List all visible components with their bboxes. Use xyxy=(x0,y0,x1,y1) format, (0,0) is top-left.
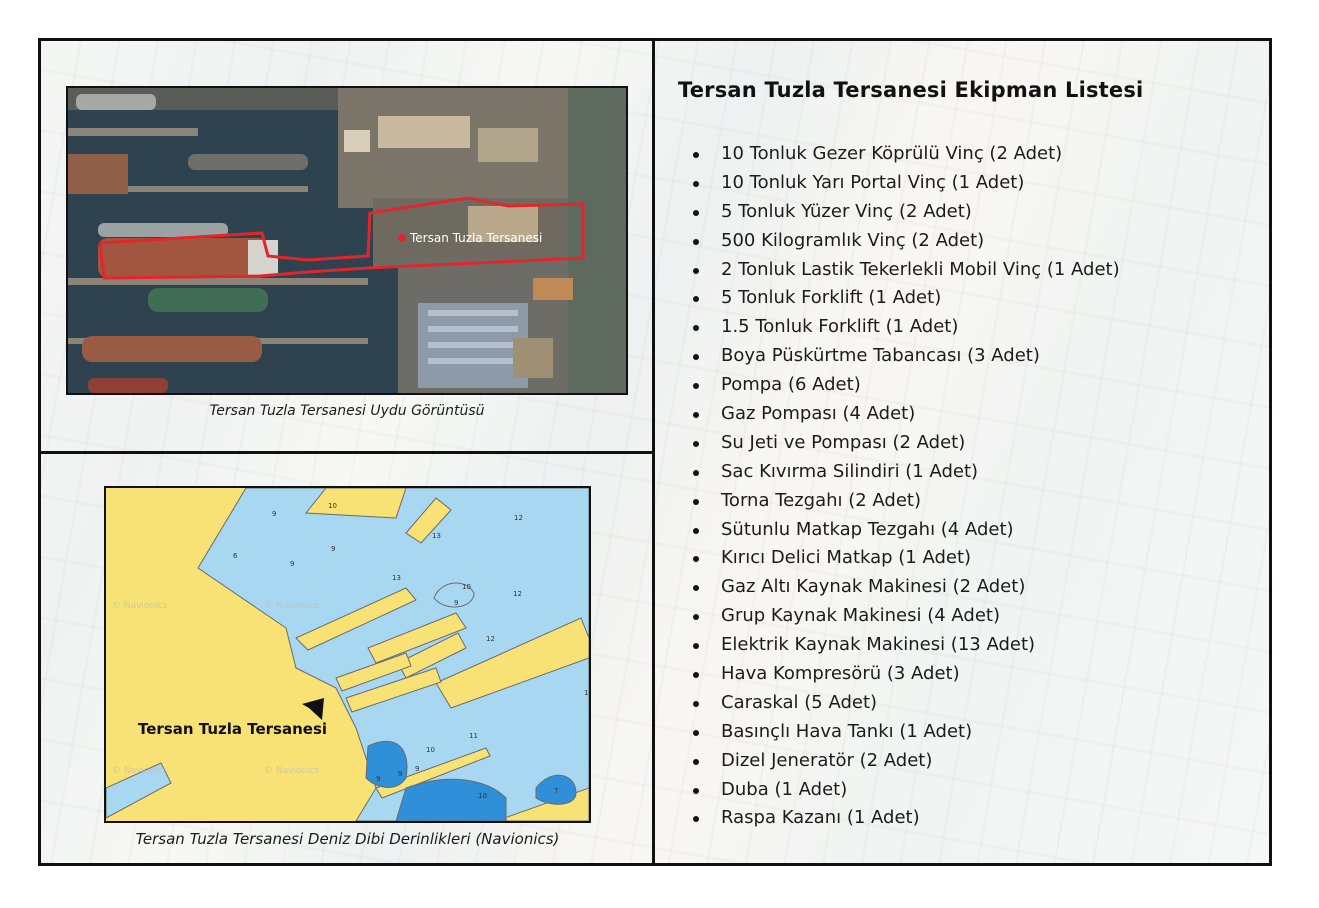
bullet-icon xyxy=(693,268,699,274)
depth-label: 9 xyxy=(454,599,459,607)
map-caption: Tersan Tuzla Tersanesi Deniz Dibi Derinlikleri (Navionics) xyxy=(135,830,560,848)
bullet-icon xyxy=(693,556,699,562)
equipment-item-label: Caraskal (5 Adet) xyxy=(721,691,878,713)
watermark: © Navionics xyxy=(112,601,168,611)
equipment-item-label: 1.5 Tonluk Forklift (1 Adet) xyxy=(721,316,959,338)
equipment-list xyxy=(693,140,1120,833)
equipment-item-label: Pompa (6 Adet) xyxy=(721,374,861,396)
bullet-icon xyxy=(693,441,699,447)
equipment-item-label: 10 Tonluk Yarı Portal Vinç (1 Adet) xyxy=(721,171,1025,193)
equipment-item xyxy=(693,256,1120,285)
equipment-item xyxy=(693,573,1120,602)
bullet-icon xyxy=(693,325,699,331)
depth-map-drawing xyxy=(106,488,589,821)
depth-label: 7 xyxy=(554,787,559,795)
equipment-item xyxy=(693,227,1120,256)
depth-label: 10 xyxy=(462,583,471,591)
equipment-item-label: 2 Tonluk Lastik Tekerlekli Mobil Vinç (1 Adet) xyxy=(721,258,1120,280)
equipment-item xyxy=(693,602,1120,631)
depth-label: 9 xyxy=(376,775,381,783)
equipment-item-label: Gaz Altı Kaynak Makinesi (2 Adet) xyxy=(721,576,1026,598)
equipment-item-label: 5 Tonluk Yüzer Vinç (2 Adet) xyxy=(721,200,972,222)
equipment-item xyxy=(693,400,1120,429)
equipment-item-label: Hava Kompresörü (3 Adet) xyxy=(721,663,960,685)
map-label: Tersan Tuzla Tersanesi xyxy=(138,720,328,738)
equipment-item xyxy=(693,458,1120,487)
satellite-drawing xyxy=(68,88,626,393)
equipment-item xyxy=(693,313,1120,342)
watermark: © Navionics xyxy=(264,766,320,776)
bullet-icon xyxy=(693,296,699,302)
bullet-icon xyxy=(693,643,699,649)
equipment-item-label: Boya Püskürtme Tabancası (3 Adet) xyxy=(721,345,1040,367)
equipment-item-label: Gaz Pompası (4 Adet) xyxy=(721,403,916,425)
equipment-item-label: 10 Tonluk Gezer Köprülü Vinç (2 Adet) xyxy=(721,143,1063,164)
equipment-item xyxy=(693,544,1120,573)
equipment-item xyxy=(693,631,1120,660)
bullet-icon xyxy=(693,499,699,505)
bullet-icon xyxy=(693,470,699,476)
satellite-label: Tersan Tuzla Tersanesi xyxy=(410,231,543,245)
equipment-title: Tersan Tuzla Tersanesi Ekipman Listesi xyxy=(678,78,1144,102)
bullet-icon xyxy=(693,383,699,389)
equipment-item-label: Elektrik Kaynak Makinesi (13 Adet) xyxy=(721,634,1036,656)
bullet-icon xyxy=(693,152,699,158)
bullet-icon xyxy=(693,701,699,707)
depth-label: 9 xyxy=(290,560,295,568)
depth-label: 9 xyxy=(331,545,336,553)
depth-label: 13 xyxy=(392,574,401,582)
depth-label: 10 xyxy=(426,746,435,754)
bullet-icon xyxy=(693,759,699,765)
depth-label: 1 xyxy=(584,689,589,697)
equipment-item xyxy=(693,747,1120,776)
equipment-item xyxy=(693,718,1120,747)
depth-label: 11 xyxy=(469,732,478,740)
depth-label: 10 xyxy=(478,792,487,800)
equipment-item-label: Dizel Jeneratör (2 Adet) xyxy=(721,749,933,771)
equipment-item xyxy=(693,516,1120,545)
bullet-icon xyxy=(693,412,699,418)
equipment-item xyxy=(693,284,1120,313)
depth-label: 13 xyxy=(432,532,441,540)
depth-label: 10 xyxy=(328,502,337,510)
bullet-icon xyxy=(693,788,699,794)
equipment-item xyxy=(693,776,1120,805)
bullet-icon xyxy=(693,585,699,591)
equipment-item xyxy=(693,487,1120,516)
bullet-icon xyxy=(693,816,699,822)
bullet-icon xyxy=(693,672,699,678)
equipment-item xyxy=(693,198,1120,227)
equipment-item xyxy=(693,140,1120,169)
depth-label: 12 xyxy=(486,635,495,643)
equipment-item-label: Duba (1 Adet) xyxy=(721,778,848,800)
equipment-item-label: Su Jeti ve Pompası (2 Adet) xyxy=(721,431,966,453)
row-divider xyxy=(38,451,655,454)
equipment-item-label: Raspa Kazanı (1 Adet) xyxy=(721,807,920,829)
depth-label: 9 xyxy=(272,510,277,518)
depth-label: 12 xyxy=(514,514,523,522)
depth-map xyxy=(104,486,591,823)
depth-label: 9 xyxy=(398,770,403,778)
equipment-item-label: Kırıcı Delici Matkap (1 Adet) xyxy=(721,547,972,569)
equipment-item-label: Torna Tezgahı (2 Adet) xyxy=(721,489,922,511)
bullet-icon xyxy=(693,730,699,736)
bullet-icon xyxy=(693,528,699,534)
equipment-item-label: 500 Kilogramlık Vinç (2 Adet) xyxy=(721,229,985,251)
satellite-image xyxy=(66,86,628,395)
equipment-item xyxy=(693,429,1120,458)
bullet-icon xyxy=(693,181,699,187)
bullet-icon xyxy=(693,210,699,216)
bullet-icon xyxy=(693,354,699,360)
satellite-caption: Tersan Tuzla Tersanesi Uydu Görüntüsü xyxy=(209,403,485,419)
watermark: © Navionics xyxy=(112,766,168,776)
depth-label: 6 xyxy=(233,552,238,560)
equipment-item xyxy=(693,689,1120,718)
watermark: © Navionics xyxy=(264,601,320,611)
equipment-item-label: Grup Kaynak Makinesi (4 Adet) xyxy=(721,605,1000,627)
depth-label: 9 xyxy=(415,765,420,773)
depth-label: 12 xyxy=(513,590,522,598)
equipment-item-label: Sac Kıvırma Silindiri (1 Adet) xyxy=(721,460,979,482)
equipment-item-label: Sütunlu Matkap Tezgahı (4 Adet) xyxy=(721,518,1014,540)
equipment-item xyxy=(693,169,1120,198)
equipment-item-label: 5 Tonluk Forklift (1 Adet) xyxy=(721,287,942,309)
bullet-icon xyxy=(693,614,699,620)
equipment-item xyxy=(693,804,1120,833)
equipment-item-label: Basınçlı Hava Tankı (1 Adet) xyxy=(721,720,973,742)
equipment-item xyxy=(693,342,1120,371)
equipment-item xyxy=(693,371,1120,400)
equipment-item xyxy=(693,660,1120,689)
bullet-icon xyxy=(693,239,699,245)
